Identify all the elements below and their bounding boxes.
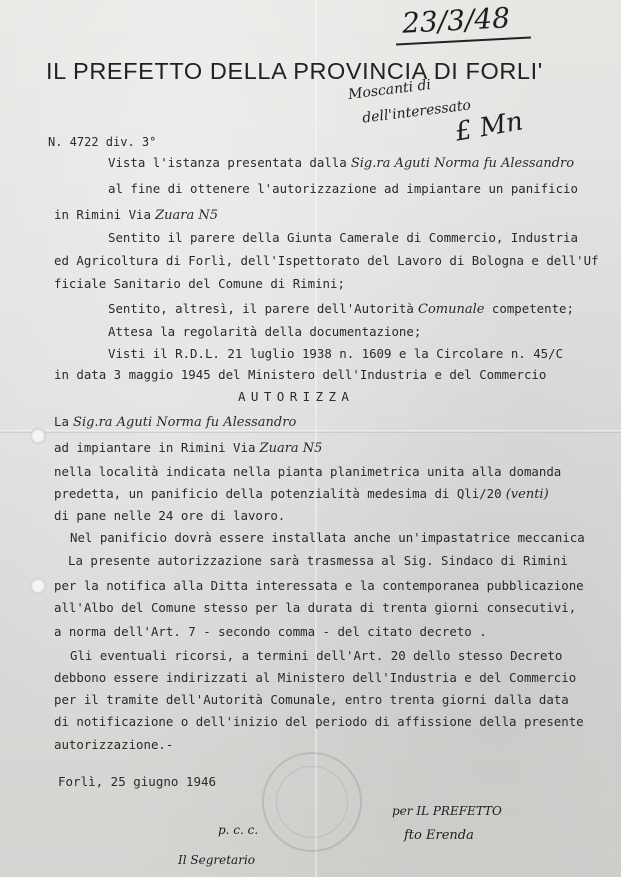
place-date: Forlì, 25 giugno 1946 — [58, 774, 217, 789]
body-text: Vista l'istanza presentata dalla — [108, 155, 347, 170]
grant-text: debbono essere indirizzati al Ministero dell'Industria e del Commercio — [54, 670, 577, 685]
grant-text: predetta, un panificio della potenzialità medesima di Qli/20 — [54, 486, 502, 501]
document-heading: IL PREFETTO DELLA PROVINCIA DI FORLI' — [46, 58, 543, 84]
secretary-signature: Il Segretario — [178, 853, 256, 867]
grant-handwritten-fill: (venti) — [501, 487, 549, 502]
body-text: Sentito il parere della Giunta Camerale di Commercio, Industria — [108, 230, 578, 245]
grant-line — [68, 553, 568, 568]
body-text: al fine di ottenere l'autorizzazione ad impiantare un panificio — [108, 181, 578, 196]
grant-line — [54, 486, 549, 502]
body-line — [108, 230, 578, 245]
grant-line — [54, 600, 576, 615]
body-line — [108, 301, 574, 317]
grant-line — [54, 464, 561, 479]
margin-note-line1: Moscanti di — [347, 76, 432, 104]
grant-text: nella località indicata nella pianta planimetrica unita alla domanda — [54, 464, 562, 479]
grant-text: per il tramite dell'Autorità Comunale, entro trenta giorni dalla data — [54, 692, 569, 707]
prefect-name: fto Erenda — [404, 828, 474, 843]
body-text: Visti il R.D.L. 21 luglio 1938 n. 1609 e la Circolare n. 45/C — [108, 346, 564, 361]
body-line — [108, 155, 574, 171]
prefect-signature-line: per IL PREFETTO — [392, 804, 502, 818]
grant-text: La — [54, 414, 69, 429]
grant-line — [54, 414, 296, 430]
grant-text: a norma dell'Art. 7 - secondo comma - del citato decreto . — [54, 624, 487, 639]
copy-conform-note: p. c. c. — [218, 823, 259, 837]
body-handwritten-fill: Comunale — [413, 302, 485, 317]
grant-text: all'Albo del Comune stesso per la durata di trenta giorni consecutivi, — [54, 600, 577, 615]
body-text-after: competente; — [484, 301, 574, 316]
grant-line — [54, 692, 569, 707]
grant-line — [54, 714, 584, 729]
handwritten-date: 23/3/48 — [401, 1, 511, 40]
body-line — [108, 324, 421, 339]
paper-fold-vertical — [315, 0, 317, 877]
handwritten-initials: £ Mn — [452, 106, 526, 148]
body-line — [108, 346, 563, 361]
grant-text: per la notifica alla Ditta interessata e la contemporanea pubblicazione — [54, 578, 584, 593]
grant-text: Gli eventuali ricorsi, a termini dell'Art. 20 dello stesso Decreto — [70, 648, 563, 663]
grant-line — [54, 737, 173, 752]
body-line — [54, 367, 546, 382]
body-text: ficiale Sanitario del Comune di Rimini; — [54, 276, 345, 291]
faded-stamp — [262, 752, 362, 852]
grant-handwritten-fill: Zuara N5 — [255, 441, 323, 456]
grant-text: di pane nelle 24 ore di lavoro. — [54, 508, 286, 523]
punch-hole — [30, 428, 46, 444]
body-text: in Rimini Via — [54, 207, 151, 222]
grant-text: di notificazione o dell'inizio del periodo di affissione della presente — [54, 714, 584, 729]
grant-line — [54, 670, 576, 685]
grant-line — [54, 624, 487, 639]
body-text: Sentito, altresì, il parere dell'Autorità — [108, 301, 414, 316]
grant-text: ad impiantare in Rimini Via — [54, 440, 256, 455]
body-text: Attesa la regolarità della documentazione; — [108, 324, 422, 339]
body-text: ed Agricoltura di Forlì, dell'Ispettorato del Lavoro di Bologna e dell'Uf — [54, 253, 599, 268]
autorizza-heading: AUTORIZZA — [238, 389, 355, 404]
grant-line — [54, 578, 584, 593]
grant-text: autorizzazione.- — [54, 737, 174, 752]
grant-text: Nel panificio dovrà essere installata anche un'impastatrice meccanica — [70, 530, 585, 545]
protocol-number: N. 4722 div. 3° — [48, 135, 157, 149]
body-line — [54, 207, 218, 223]
body-line — [54, 253, 599, 268]
margin-note-line2: dell'interessato — [361, 97, 472, 127]
paper-fold-horizontal — [0, 430, 621, 433]
grant-line — [54, 508, 285, 523]
grant-line — [54, 440, 322, 456]
body-handwritten-fill: Sig.ra Aguti Norma fu Alessandro — [346, 156, 575, 171]
grant-line — [70, 530, 585, 545]
punch-hole — [30, 578, 46, 594]
grant-line — [70, 648, 562, 663]
body-line — [54, 276, 345, 291]
grant-text: La presente autorizzazione sarà trasmessa al Sig. Sindaco di Rimini — [68, 553, 568, 568]
body-handwritten-fill: Zuara N5 — [150, 208, 219, 223]
body-text: in data 3 maggio 1945 del Ministero dell'Industria e del Commercio — [54, 367, 547, 382]
grant-handwritten-fill: Sig.ra Aguti Norma fu Alessandro — [68, 415, 297, 430]
body-line — [108, 181, 578, 196]
